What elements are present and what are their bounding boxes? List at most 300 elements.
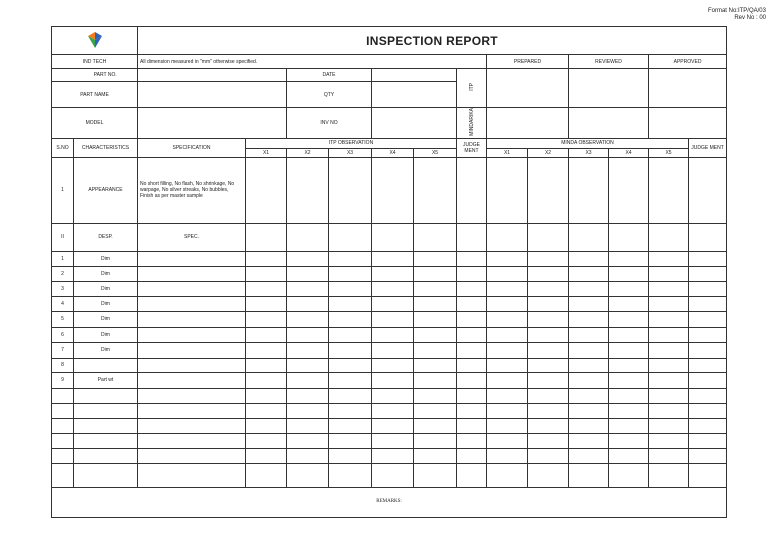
table-row — [52, 342, 727, 358]
section2-cell[interactable] — [569, 223, 609, 251]
row-sno: 7 — [52, 342, 74, 358]
part-no-label — [52, 69, 74, 82]
row-observation-cell[interactable] — [457, 311, 487, 327]
row-observation-cell[interactable] — [487, 251, 528, 266]
row-observation-cell[interactable] — [287, 251, 329, 266]
row-specification[interactable] — [138, 403, 246, 418]
row-observation-cell[interactable] — [649, 311, 689, 327]
row-observation-cell[interactable] — [487, 281, 528, 296]
row-observation-cell[interactable] — [528, 403, 569, 418]
row-observation-cell[interactable] — [372, 327, 414, 342]
row-observation-cell[interactable] — [487, 342, 528, 358]
row-specification[interactable] — [138, 266, 246, 281]
row-specification[interactable] — [138, 342, 246, 358]
row-observation-cell[interactable] — [457, 281, 487, 296]
minda-x3-header: X3 — [569, 148, 609, 157]
row-observation-cell[interactable] — [246, 358, 287, 372]
row-observation-cell[interactable] — [372, 251, 414, 266]
row-observation-cell[interactable] — [414, 418, 457, 433]
section2-cell[interactable] — [649, 223, 689, 251]
row-observation-cell[interactable] — [689, 311, 727, 327]
row-observation-cell[interactable] — [649, 266, 689, 281]
row-observation-cell[interactable] — [287, 418, 329, 433]
inspection-report-sheet — [51, 26, 727, 518]
row-observation-cell[interactable] — [649, 372, 689, 388]
row-observation-cell[interactable] — [649, 358, 689, 372]
row-observation-cell[interactable] — [414, 251, 457, 266]
row-observation-cell[interactable] — [329, 296, 372, 311]
appearance-itp-x3[interactable] — [329, 157, 372, 223]
row-observation-cell[interactable] — [246, 448, 287, 463]
row-sno: 9 — [52, 372, 74, 388]
row-observation-cell[interactable] — [414, 342, 457, 358]
row-observation-cell[interactable] — [329, 251, 372, 266]
appearance-minda-x2[interactable] — [528, 157, 569, 223]
minda-approved-field[interactable] — [649, 108, 727, 139]
row-sno — [52, 433, 74, 448]
row-characteristic: Dim — [74, 251, 138, 266]
row-observation-cell[interactable] — [528, 342, 569, 358]
row-observation-cell[interactable] — [649, 342, 689, 358]
row-observation-cell[interactable] — [487, 448, 528, 463]
row-observation-cell[interactable] — [689, 448, 727, 463]
minda-reviewed-field[interactable] — [569, 108, 649, 139]
row-observation-cell[interactable] — [329, 266, 372, 281]
row-observation-cell[interactable] — [246, 251, 287, 266]
table-row — [52, 433, 727, 448]
row-observation-cell[interactable] — [609, 342, 649, 358]
row-observation-cell[interactable] — [457, 463, 487, 487]
row-observation-cell[interactable] — [372, 372, 414, 388]
row-observation-cell[interactable] — [487, 372, 528, 388]
row-specification[interactable] — [138, 327, 246, 342]
row-observation-cell[interactable] — [528, 296, 569, 311]
column-header-row-1 — [52, 138, 727, 148]
appearance-itp-x1[interactable] — [246, 157, 287, 223]
row-observation-cell[interactable] — [487, 418, 528, 433]
row-observation-cell[interactable] — [372, 342, 414, 358]
row-observation-cell[interactable] — [649, 388, 689, 403]
row-observation-cell[interactable] — [569, 418, 609, 433]
row-sno — [52, 463, 74, 487]
qty-label: QTY — [287, 82, 372, 108]
row-observation-cell[interactable] — [457, 266, 487, 281]
row-observation-cell[interactable] — [246, 281, 287, 296]
row-observation-cell[interactable] — [329, 403, 372, 418]
model-row — [52, 108, 727, 139]
row-observation-cell[interactable] — [457, 358, 487, 372]
itp-label: ITP — [468, 83, 475, 91]
table-row — [52, 372, 727, 388]
qty-field[interactable] — [372, 82, 457, 108]
row-observation-cell[interactable] — [569, 463, 609, 487]
section2-characteristic: DESP. — [74, 223, 138, 251]
row-sno: 1 — [52, 251, 74, 266]
row-observation-cell[interactable] — [287, 463, 329, 487]
appearance-minda-judgement[interactable] — [689, 157, 727, 223]
row-specification[interactable] — [138, 448, 246, 463]
row-observation-cell[interactable] — [649, 327, 689, 342]
table-row — [52, 281, 727, 296]
row-observation-cell[interactable] — [528, 358, 569, 372]
row-observation-cell[interactable] — [487, 403, 528, 418]
approved-sign-field[interactable] — [649, 69, 727, 108]
row-observation-cell[interactable] — [329, 433, 372, 448]
row-specification[interactable] — [138, 433, 246, 448]
row-observation-cell[interactable] — [689, 266, 727, 281]
row-observation-cell[interactable] — [329, 463, 372, 487]
dimension-rows — [52, 251, 727, 487]
row-characteristic: Dim — [74, 266, 138, 281]
row-observation-cell[interactable] — [528, 463, 569, 487]
row-observation-cell[interactable] — [414, 372, 457, 388]
title-row — [52, 27, 727, 55]
row-observation-cell[interactable] — [689, 281, 727, 296]
row-observation-cell[interactable] — [372, 358, 414, 372]
row-observation-cell[interactable] — [487, 463, 528, 487]
row-observation-cell[interactable] — [372, 388, 414, 403]
specification-header: SPECIFICATION — [138, 138, 246, 157]
row-observation-cell[interactable] — [372, 463, 414, 487]
row-observation-cell[interactable] — [487, 358, 528, 372]
row-observation-cell[interactable] — [414, 266, 457, 281]
row-observation-cell[interactable] — [414, 358, 457, 372]
row-observation-cell[interactable] — [287, 448, 329, 463]
row-sno — [52, 448, 74, 463]
row-observation-cell[interactable] — [569, 388, 609, 403]
row-observation-cell[interactable] — [689, 463, 727, 487]
table-row — [52, 418, 727, 433]
row-observation-cell[interactable] — [609, 448, 649, 463]
row-observation-cell[interactable] — [329, 388, 372, 403]
row-observation-cell[interactable] — [528, 372, 569, 388]
remarks-field[interactable]: REMARKS: — [52, 487, 727, 517]
inv-no-field[interactable] — [372, 108, 457, 139]
row-observation-cell[interactable] — [414, 327, 457, 342]
row-observation-cell[interactable] — [246, 311, 287, 327]
mindarika-label-cell — [457, 108, 487, 139]
row-specification[interactable] — [138, 388, 246, 403]
section2-cell[interactable] — [609, 223, 649, 251]
row-observation-cell[interactable] — [414, 463, 457, 487]
row-specification[interactable] — [138, 251, 246, 266]
section2-cell[interactable] — [414, 223, 457, 251]
row-characteristic — [74, 388, 138, 403]
row-observation-cell[interactable] — [329, 281, 372, 296]
row-observation-cell[interactable] — [689, 418, 727, 433]
row-observation-cell[interactable] — [246, 418, 287, 433]
row-observation-cell[interactable] — [287, 433, 329, 448]
row-observation-cell[interactable] — [457, 342, 487, 358]
prepared-label: PREPARED — [487, 55, 569, 69]
model-field[interactable] — [138, 108, 287, 139]
row-observation-cell[interactable] — [609, 388, 649, 403]
row-observation-cell[interactable] — [329, 311, 372, 327]
row-observation-cell[interactable] — [457, 388, 487, 403]
row-specification[interactable] — [138, 311, 246, 327]
row-characteristic: Dim — [74, 342, 138, 358]
row-observation-cell[interactable] — [246, 433, 287, 448]
company-logo-icon — [87, 31, 103, 49]
appearance-row — [52, 157, 727, 223]
row-characteristic — [74, 358, 138, 372]
row-observation-cell[interactable] — [372, 266, 414, 281]
remarks-row — [52, 487, 727, 517]
row-observation-cell[interactable] — [329, 448, 372, 463]
row-observation-cell[interactable] — [287, 296, 329, 311]
row-observation-cell[interactable] — [649, 463, 689, 487]
row-observation-cell[interactable] — [609, 296, 649, 311]
row-specification[interactable] — [138, 358, 246, 372]
row-observation-cell[interactable] — [246, 403, 287, 418]
mindarika-label: MINDARIKA — [468, 108, 475, 136]
row-observation-cell[interactable] — [457, 448, 487, 463]
row-observation-cell[interactable] — [609, 463, 649, 487]
row-observation-cell[interactable] — [246, 266, 287, 281]
row-observation-cell[interactable] — [609, 358, 649, 372]
section2-cell[interactable] — [689, 223, 727, 251]
row-specification[interactable] — [138, 463, 246, 487]
appearance-itp-x5[interactable] — [414, 157, 457, 223]
row-observation-cell[interactable] — [528, 251, 569, 266]
table-row — [52, 251, 727, 266]
itp-x4-header: X4 — [372, 148, 414, 157]
minda-prepared-field[interactable] — [487, 108, 569, 139]
row-observation-cell[interactable] — [609, 311, 649, 327]
row-observation-cell[interactable] — [457, 418, 487, 433]
row-sno: 4 — [52, 296, 74, 311]
row-observation-cell[interactable] — [609, 433, 649, 448]
row-observation-cell[interactable] — [528, 448, 569, 463]
inv-no-label: INV NO — [287, 108, 372, 139]
row-characteristic — [74, 403, 138, 418]
row-observation-cell[interactable] — [287, 388, 329, 403]
row-observation-cell[interactable] — [414, 403, 457, 418]
row-observation-cell[interactable] — [414, 296, 457, 311]
sno-header: S.NO — [52, 138, 74, 157]
part-no-row — [52, 69, 727, 82]
appearance-minda-x3[interactable] — [569, 157, 609, 223]
row-observation-cell[interactable] — [689, 358, 727, 372]
row-observation-cell[interactable] — [414, 388, 457, 403]
row-observation-cell[interactable] — [689, 342, 727, 358]
row-observation-cell[interactable] — [528, 433, 569, 448]
report-title: INSPECTION REPORT — [138, 27, 727, 55]
section2-cell[interactable] — [528, 223, 569, 251]
row-observation-cell[interactable] — [649, 296, 689, 311]
section2-cell[interactable] — [372, 223, 414, 251]
row-observation-cell[interactable] — [246, 342, 287, 358]
row-specification[interactable] — [138, 281, 246, 296]
row-observation-cell[interactable] — [246, 372, 287, 388]
row-observation-cell[interactable] — [528, 281, 569, 296]
row-observation-cell[interactable] — [649, 403, 689, 418]
row-observation-cell[interactable] — [528, 327, 569, 342]
row-observation-cell[interactable] — [487, 311, 528, 327]
row-observation-cell[interactable] — [689, 433, 727, 448]
row-characteristic: Dim — [74, 281, 138, 296]
row-observation-cell[interactable] — [609, 266, 649, 281]
row-observation-cell[interactable] — [487, 433, 528, 448]
row-observation-cell[interactable] — [414, 311, 457, 327]
row-observation-cell[interactable] — [609, 372, 649, 388]
row-observation-cell[interactable] — [246, 327, 287, 342]
row-observation-cell[interactable] — [569, 372, 609, 388]
prepared-sign-field[interactable] — [487, 69, 569, 108]
row-observation-cell[interactable] — [528, 388, 569, 403]
appearance-minda-x1[interactable] — [487, 157, 528, 223]
row-observation-cell[interactable] — [569, 251, 609, 266]
row-observation-cell[interactable] — [287, 281, 329, 296]
row-observation-cell[interactable] — [649, 433, 689, 448]
row-observation-cell[interactable] — [569, 327, 609, 342]
row-observation-cell[interactable] — [372, 296, 414, 311]
part-name-field[interactable] — [138, 82, 287, 108]
header-row-1 — [52, 55, 727, 69]
row-observation-cell[interactable] — [372, 281, 414, 296]
row-observation-cell[interactable] — [689, 372, 727, 388]
row-observation-cell[interactable] — [569, 433, 609, 448]
appearance-itp-x2[interactable] — [287, 157, 329, 223]
row-sno: 3 — [52, 281, 74, 296]
row-characteristic — [74, 418, 138, 433]
row-observation-cell[interactable] — [609, 418, 649, 433]
row-observation-cell[interactable] — [287, 266, 329, 281]
row-observation-cell[interactable] — [528, 266, 569, 281]
row-observation-cell[interactable] — [246, 296, 287, 311]
row-observation-cell[interactable] — [569, 311, 609, 327]
row-observation-cell[interactable] — [528, 418, 569, 433]
row-observation-cell[interactable] — [569, 281, 609, 296]
part-no-label-text: PART NO. — [74, 69, 138, 82]
row-specification[interactable] — [138, 418, 246, 433]
row-observation-cell[interactable] — [457, 251, 487, 266]
row-observation-cell[interactable] — [569, 342, 609, 358]
section2-cell[interactable] — [487, 223, 528, 251]
row-observation-cell[interactable] — [487, 296, 528, 311]
appearance-itp-judgement[interactable] — [457, 157, 487, 223]
row-observation-cell[interactable] — [414, 433, 457, 448]
row-observation-cell[interactable] — [457, 433, 487, 448]
row-observation-cell[interactable] — [329, 342, 372, 358]
table-row — [52, 266, 727, 281]
row-observation-cell[interactable] — [487, 327, 528, 342]
rev-no-text: Rev No : 00 — [734, 15, 766, 21]
row-observation-cell[interactable] — [329, 327, 372, 342]
row-observation-cell[interactable] — [649, 448, 689, 463]
row-observation-cell[interactable] — [372, 433, 414, 448]
row-observation-cell[interactable] — [329, 372, 372, 388]
appearance-minda-x5[interactable] — [649, 157, 689, 223]
row-observation-cell[interactable] — [569, 266, 609, 281]
row-observation-cell[interactable] — [569, 403, 609, 418]
section2-cell[interactable] — [457, 223, 487, 251]
row-observation-cell[interactable] — [287, 358, 329, 372]
row-observation-cell[interactable] — [649, 281, 689, 296]
row-observation-cell[interactable] — [287, 372, 329, 388]
row-observation-cell[interactable] — [457, 403, 487, 418]
row-observation-cell[interactable] — [329, 358, 372, 372]
row-specification[interactable] — [138, 372, 246, 388]
row-observation-cell[interactable] — [569, 296, 609, 311]
row-observation-cell[interactable] — [689, 251, 727, 266]
row-observation-cell[interactable] — [372, 418, 414, 433]
row-observation-cell[interactable] — [457, 327, 487, 342]
row-observation-cell[interactable] — [372, 448, 414, 463]
inspection-report-table — [51, 26, 727, 518]
minda-observation-header: MINDA OBSERVATION — [487, 138, 689, 148]
row-observation-cell[interactable] — [246, 388, 287, 403]
appearance-minda-x4[interactable] — [609, 157, 649, 223]
row-observation-cell[interactable] — [689, 403, 727, 418]
dimension-note: All dimension measured in "mm" otherwise specified. — [138, 55, 487, 69]
row-observation-cell[interactable] — [689, 296, 727, 311]
row-observation-cell[interactable] — [609, 281, 649, 296]
section2-cell[interactable] — [329, 223, 372, 251]
table-row — [52, 463, 727, 487]
row-observation-cell[interactable] — [287, 403, 329, 418]
row-observation-cell[interactable] — [609, 403, 649, 418]
row-observation-cell[interactable] — [287, 342, 329, 358]
row-observation-cell[interactable] — [414, 281, 457, 296]
itp-x5-header: X5 — [414, 148, 457, 157]
part-no-field[interactable] — [138, 69, 287, 82]
row-observation-cell[interactable] — [689, 388, 727, 403]
section2-spec: SPEC. — [138, 223, 246, 251]
minda-x4-header: X4 — [609, 148, 649, 157]
itp-x2-header: X2 — [287, 148, 329, 157]
logo-cell — [52, 27, 138, 55]
section2-cell[interactable] — [246, 223, 287, 251]
row-observation-cell[interactable] — [487, 266, 528, 281]
row-observation-cell[interactable] — [372, 311, 414, 327]
row-observation-cell[interactable] — [569, 448, 609, 463]
row-observation-cell[interactable] — [528, 311, 569, 327]
itp-x1-header: X1 — [246, 148, 287, 157]
section2-cell[interactable] — [287, 223, 329, 251]
appearance-itp-x4[interactable] — [372, 157, 414, 223]
row-observation-cell[interactable] — [689, 327, 727, 342]
row-observation-cell[interactable] — [246, 463, 287, 487]
row-observation-cell[interactable] — [457, 296, 487, 311]
date-field[interactable] — [372, 69, 457, 82]
row-sno: 6 — [52, 327, 74, 342]
row-observation-cell[interactable] — [487, 388, 528, 403]
section2-header-row — [52, 223, 727, 251]
model-label: MODEL — [52, 108, 138, 139]
table-row — [52, 327, 727, 342]
row-specification[interactable] — [138, 296, 246, 311]
row-observation-cell[interactable] — [414, 448, 457, 463]
row-sno — [52, 403, 74, 418]
row-characteristic — [74, 448, 138, 463]
row-observation-cell[interactable] — [569, 358, 609, 372]
itp-x3-header: X3 — [329, 148, 372, 157]
row-observation-cell[interactable] — [372, 403, 414, 418]
row-observation-cell[interactable] — [649, 418, 689, 433]
row-observation-cell[interactable] — [287, 311, 329, 327]
row-observation-cell[interactable] — [287, 327, 329, 342]
row-observation-cell[interactable] — [609, 327, 649, 342]
row-observation-cell[interactable] — [457, 372, 487, 388]
table-row — [52, 311, 727, 327]
row-observation-cell[interactable] — [329, 418, 372, 433]
row-observation-cell[interactable] — [609, 251, 649, 266]
reviewed-sign-field[interactable] — [569, 69, 649, 108]
itp-observation-header: ITP OBSERVATION — [246, 138, 457, 148]
ind-tech-label: IND TECH — [52, 55, 138, 69]
row-observation-cell[interactable] — [649, 251, 689, 266]
